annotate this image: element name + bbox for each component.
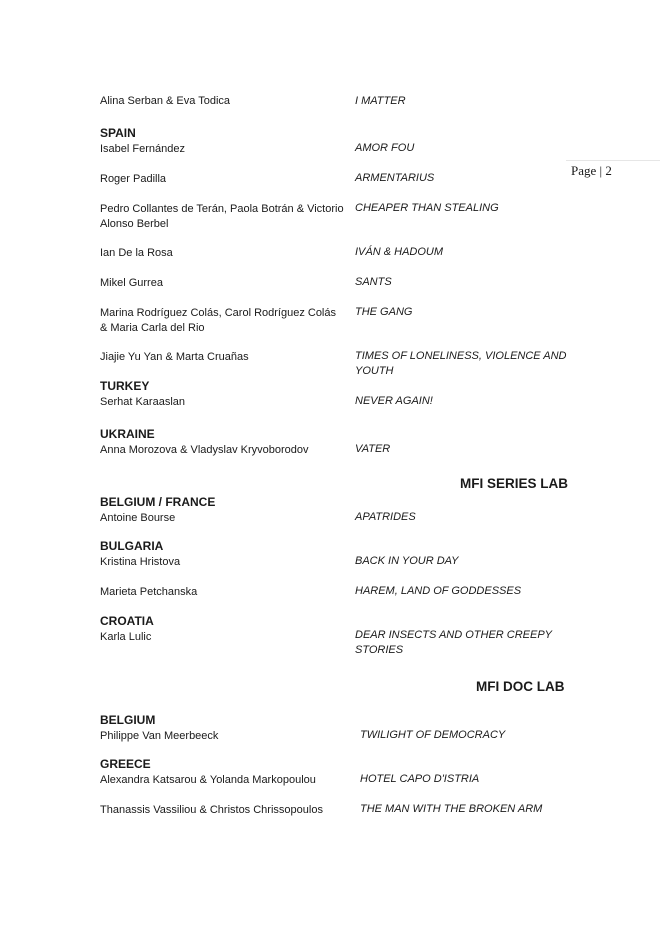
section-title-doc-lab: MFI DOC LAB — [476, 679, 565, 694]
entry-name: Kristina Hristova — [100, 556, 181, 568]
entry-title: DEAR INSECTS AND OTHER CREEPY STORIES — [355, 629, 552, 656]
entry-title: THE GANG — [355, 306, 413, 318]
country-heading-spain: SPAIN — [100, 126, 136, 140]
entry-title: APATRIDES — [355, 511, 416, 523]
entry-name: Mikel Gurrea — [100, 277, 163, 289]
country-heading-croatia: CROATIA — [100, 614, 154, 628]
entry-title: BACK IN YOUR DAY — [355, 555, 459, 567]
entry-title: AMOR FOU — [355, 142, 415, 154]
header-rule — [566, 160, 660, 161]
country-heading-bulgaria: BULGARIA — [100, 539, 164, 553]
entry-name: Alina Serban & Eva Todica — [100, 95, 231, 107]
entry-name: Philippe Van Meerbeeck — [100, 730, 219, 742]
page-number: Page | 2 — [571, 163, 612, 178]
entry-name: Anna Morozova & Vladyslav Kryvoborodov — [100, 444, 309, 456]
entry-name: Isabel Fernández — [100, 143, 185, 155]
entry-title: ARMENTARIUS — [355, 172, 435, 184]
entry-title: HAREM, LAND OF GODDESSES — [355, 585, 522, 597]
entry-name: Jiajie Yu Yan & Marta Cruañas — [100, 351, 249, 363]
entry-name: Marieta Petchanska — [100, 586, 198, 598]
entry-name: Ian De la Rosa — [100, 247, 173, 259]
entry-title: VATER — [355, 443, 391, 455]
entry-title: NEVER AGAIN! — [355, 395, 433, 407]
entry-name: Antoine Bourse — [100, 512, 176, 524]
entry-title: HOTEL CAPO D'ISTRIA — [360, 773, 480, 785]
entry-title: I MATTER — [355, 95, 406, 107]
entry-name: Alexandra Katsarou & Yolanda Markopoulou — [100, 774, 316, 786]
entry-title: IVÁN & HADOUM — [355, 246, 444, 258]
entry-title: THE MAN WITH THE BROKEN ARM — [360, 803, 543, 815]
entry-name: Roger Padilla — [100, 173, 167, 185]
country-heading-belgium-france: BELGIUM / FRANCE — [100, 495, 216, 509]
country-heading-belgium: BELGIUM — [100, 713, 156, 727]
country-heading-turkey: TURKEY — [100, 379, 150, 393]
entry-title: SANTS — [355, 276, 392, 288]
entry-name: Karla Lulic — [100, 631, 152, 643]
entry-name: Pedro Collantes de Terán, Paola Botrán & Victorio Alonso Berbel — [100, 203, 344, 230]
entry-name: Marina Rodríguez Colás, Carol Rodríguez Colás & Maria Carla del Rio — [100, 307, 336, 334]
entry-title: TWILIGHT OF DEMOCRACY — [360, 729, 506, 741]
entry-title: TIMES OF LONELINESS, VIOLENCE AND YOUTH — [355, 350, 567, 377]
entry-name: Thanassis Vassiliou & Christos Chrissopoulos — [100, 804, 323, 816]
country-heading-greece: GREECE — [100, 757, 151, 771]
entry-name: Serhat Karaaslan — [100, 396, 185, 408]
country-heading-ukraine: UKRAINE — [100, 427, 155, 441]
section-title-series-lab: MFI SERIES LAB — [460, 476, 569, 491]
entry-title: CHEAPER THAN STEALING — [355, 202, 499, 214]
